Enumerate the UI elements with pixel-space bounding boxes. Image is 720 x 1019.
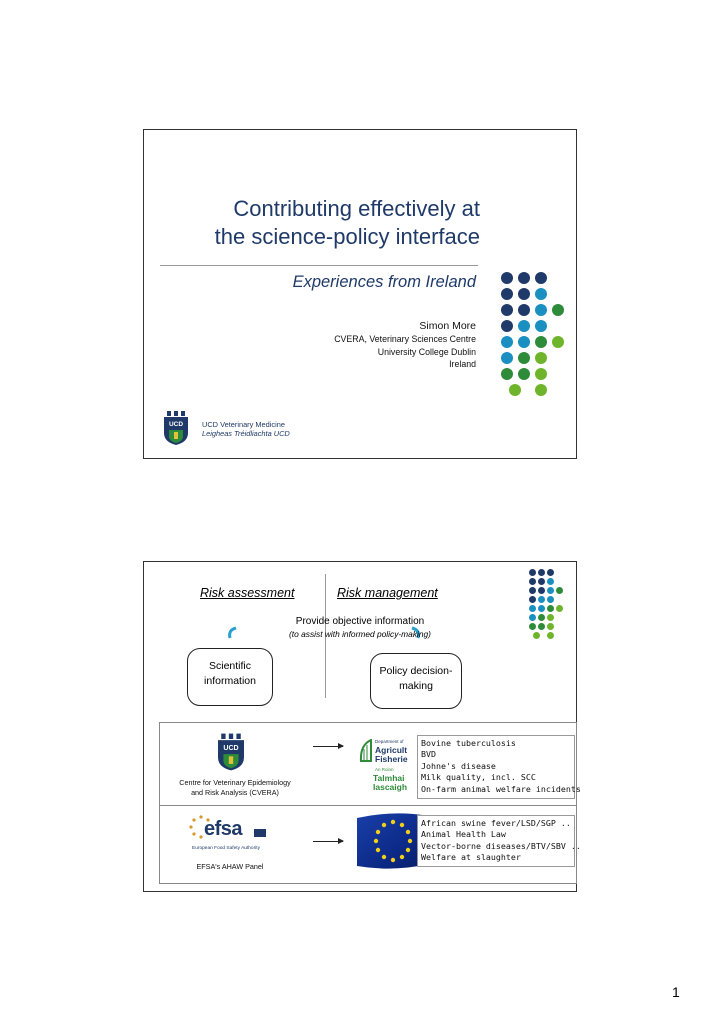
pattern-dot [547,587,554,594]
footer-line-2: Leigheas Tréidliachta UCD [202,429,290,438]
pattern-dot [535,352,547,364]
pattern-dot [518,304,530,316]
efsa-logo-text: efsa [204,818,243,840]
pattern-dot [518,336,530,348]
slide-2 [143,561,581,892]
pattern-dot [501,336,513,348]
harp-icon [359,739,373,763]
slide-title [144,195,480,251]
pattern-dot [518,368,530,380]
dept-logo-line-3: Fisherie [375,754,408,764]
ucd-crest-logo [164,411,188,445]
author-affiliation-1: CVERA, Veterinary Sciences Centre [334,334,476,344]
dept-agriculture-logo [359,737,419,797]
cvera-caption-line-1: Centre for Veterinary Epidemiology [179,778,291,787]
pattern-dot [535,384,547,396]
pattern-dot [552,336,564,348]
pattern-dot [501,304,513,316]
page-number: 1 [672,984,680,1000]
box-right-line-2: making [399,680,433,692]
arrow-icon [313,841,343,842]
pattern-dot [518,320,530,332]
dept-logo-line-4: An Roinn [375,767,394,772]
pattern-dot [535,288,547,300]
svg-text:UCD: UCD [223,744,239,752]
pattern-dot [547,569,554,576]
title-divider [160,265,478,266]
list-item: Vector-borne diseases/BTV/SBV .. [421,840,581,851]
pattern-dot [509,384,521,396]
list-item: BVD [421,749,436,760]
list-item: African swine fever/LSD/SGP .. [421,818,571,828]
list-item: Animal Health Law [421,829,506,840]
dept-logo-line-6: Iascaigh [373,782,408,792]
pattern-dot [535,320,547,332]
pattern-dot [529,569,536,576]
list-item: Bovine tuberculosis [421,738,516,748]
dept-logo-line-5: Talmhai [373,773,405,783]
pattern-dot [535,272,547,284]
efsa-logo [188,814,280,856]
pattern-dot [556,587,563,594]
provide-information-text: Provide objective information [295,616,425,627]
box-left-line-1: Scientific [208,660,251,672]
box-right-line-1: Policy decision- [379,665,453,677]
list-item: On-farm animal welfare incidents [421,783,581,794]
pattern-dot [501,272,513,284]
panel-divider [159,805,577,806]
pattern-dot [538,569,545,576]
box-left-line-2: information [204,675,256,687]
list-item: Johne's disease [421,760,496,771]
pattern-dot [538,587,545,594]
cvera-caption-line-2: and Risk Analysis (CVERA) [191,788,279,797]
pattern-dot [552,304,564,316]
footer-text [202,420,290,438]
dept-logo-line-2: Agricult [375,745,408,755]
author-name: Simon More [419,320,476,332]
pattern-dot [518,272,530,284]
title-line-2: the science-policy interface [214,224,480,249]
pattern-dot [547,578,554,585]
title-line-1: Contributing effectively at [233,196,480,221]
risk-management-heading: Risk management [337,586,438,600]
pattern-dot [501,368,513,380]
pattern-dot [547,596,554,603]
scientific-information-box [187,648,273,706]
provide-information-subtext: (to assist with informed policy-making) [289,629,431,639]
pattern-dot [529,596,536,603]
pattern-dot [535,336,547,348]
eu-flag-icon [254,829,266,837]
author-block [334,320,476,371]
list-item: Welfare at slaughter [421,852,521,863]
svg-text:UCD: UCD [168,421,184,428]
pattern-dot [529,587,536,594]
list-item: Milk quality, incl. SCC [421,772,536,783]
pattern-dot [556,605,563,612]
pattern-dot [518,352,530,364]
pattern-dot [538,605,545,612]
ucd-crest-logo [218,730,244,774]
policy-decision-box [370,653,462,709]
pattern-dot [501,320,513,332]
pattern-dot [501,288,513,300]
arrow-icon [313,746,343,747]
pattern-dot [529,605,536,612]
pattern-dot [535,368,547,380]
pattern-dot [529,578,536,585]
slide-subtitle: Experiences from Ireland [292,273,476,291]
ireland-topics-list [417,735,581,799]
footer-line-1: UCD Veterinary Medicine [202,420,285,429]
efsa-logo-sub: European Food Safety Authority [192,846,260,851]
risk-assessment-heading: Risk assessment [200,586,295,600]
slide-1 [143,129,577,459]
author-country: Ireland [449,359,476,369]
pattern-dot [518,288,530,300]
pattern-dot [538,596,545,603]
pattern-dot [538,578,545,585]
eu-topics-list [417,815,581,867]
dept-logo-line-1: Department of [375,739,404,744]
cvera-caption [160,778,310,798]
efsa-caption: EFSA's AHAW Panel [196,862,264,871]
pattern-dot [547,605,554,612]
pattern-dot [535,304,547,316]
author-affiliation-2: University College Dublin [377,346,476,357]
pattern-dot [501,352,513,364]
